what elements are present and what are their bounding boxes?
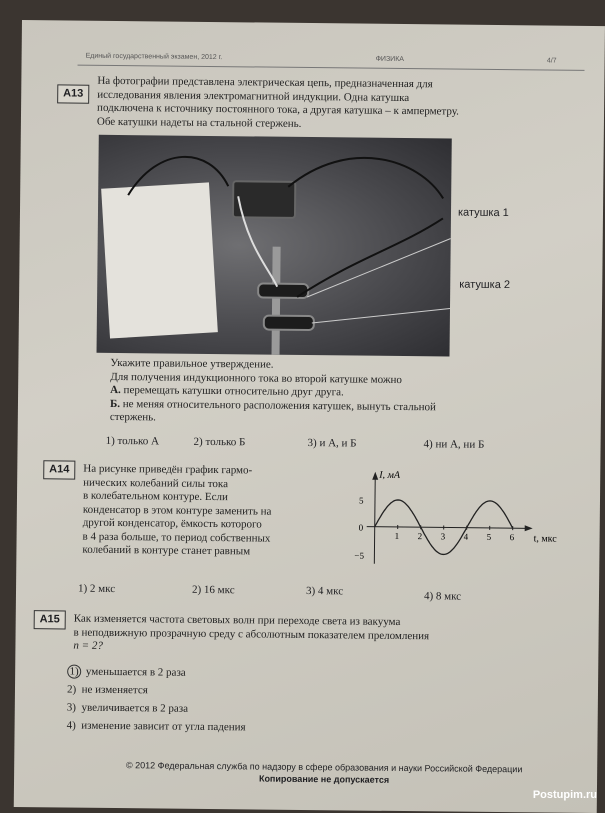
wires-drawing: [97, 135, 452, 357]
a13-prompt-line: Укажите правильное утверждение.: [110, 357, 570, 375]
a15-option-num: 3): [67, 702, 76, 714]
y-tick-label: 5: [359, 496, 364, 506]
exam-page: [14, 20, 605, 813]
a14-line: На рисунке приведён график гармо-: [83, 463, 343, 479]
x-tick-label: 3: [441, 531, 446, 541]
a14-option-1[interactable]: 1) 2 мкс: [78, 583, 115, 595]
a15-question-text: [73, 613, 563, 659]
a14-option-4[interactable]: 4) 8 мкс: [424, 590, 461, 602]
x-axis: [367, 527, 527, 529]
statement-b-label: Б.: [110, 397, 120, 409]
a13-question-text: [97, 75, 568, 134]
a14-line: в 4 раза больше, то период собственных: [83, 530, 343, 546]
a15-option-text: не изменяется: [82, 684, 148, 697]
circuit-photo: [97, 135, 452, 357]
a13-line: Обе катушки надеты на стальной стержень.: [97, 115, 567, 133]
statement-a-text: перемещать катушки относительно друг друга.: [124, 384, 344, 398]
a15-option-num: 2): [67, 684, 76, 696]
page-header: [86, 53, 575, 58]
question-number-a15: А15: [34, 610, 66, 629]
question-number-a13: А13: [57, 84, 89, 103]
a14-line: в колебательном контуре. Если: [83, 490, 343, 506]
a13-options: [22, 20, 605, 26]
a13-prompt-line-2: Для получения индукционного тока во второй катушке можно: [110, 370, 570, 388]
coil-1-label: катушка 1: [458, 207, 509, 220]
copy-restriction: Копирование не допускается: [94, 771, 554, 788]
a15-line: n = 2?: [73, 640, 563, 659]
a13-prompt: [110, 357, 571, 429]
a14-option-3[interactable]: 3) 4 мкс: [306, 585, 343, 597]
a15-line: Как изменяется частота световых волн при переходе света из вакуума: [74, 613, 564, 632]
x-tick-label: 4: [464, 532, 469, 542]
a14-line: другой конденсатор, ёмкость которого: [83, 517, 343, 533]
subject-title: ФИЗИКА: [376, 56, 404, 63]
site-watermark: Postupim.ru: [533, 789, 597, 801]
a15-line: в неподвижную прозрачную среду с абсолютным показателем преломления: [74, 626, 564, 645]
a15-option-text: увеличивается в 2 раза: [81, 702, 188, 715]
a14-line: колебаний в контуре станет равным: [82, 544, 342, 560]
a15-option-text: уменьшается в 2 раза: [86, 666, 186, 679]
x-axis-arrow: [525, 525, 533, 531]
a15-option-text: изменение зависит от угла падения: [81, 720, 245, 734]
selected-answer-circle: 1): [67, 665, 81, 679]
a15-option-4[interactable]: [67, 717, 467, 739]
y-axis: [374, 478, 375, 564]
a13-line: подключена к источнику постоянного тока, а другая катушка – к амперметру.: [97, 102, 567, 120]
a13-option-2[interactable]: 2) только Б: [194, 436, 246, 449]
a13-option-3[interactable]: 3) и А, и Б: [308, 437, 357, 450]
copyright-line: © 2012 Федеральная служба по надзору в сфере образования и науки Российской Федерации: [94, 759, 554, 776]
page-number: 4/7: [547, 57, 557, 64]
header-divider: [78, 65, 585, 71]
page-footer: [94, 759, 554, 788]
a13-line: исследования явления электромагнитной индукции. Одна катушка: [97, 88, 567, 106]
x-tick-label: 1: [395, 531, 400, 541]
y-axis-label: I, мА: [378, 470, 401, 481]
a14-line: конденсатор в этом контуре заменить на: [83, 503, 343, 519]
statement-b-text-cont: стержень.: [110, 411, 570, 429]
a14-line: нических колебаний силы тока: [83, 476, 343, 492]
a15-options: [67, 663, 468, 739]
a13-option-4[interactable]: 4) ни А, ни Б: [424, 438, 485, 451]
x-axis-label: t, мкс: [534, 533, 558, 544]
statement-a-label: А.: [110, 384, 121, 396]
x-tick-label: 6: [510, 532, 515, 542]
coil-2-label: катушка 2: [459, 279, 510, 292]
a13-option-1[interactable]: 1) только А: [106, 435, 160, 448]
y-tick-label: −5: [354, 551, 364, 561]
a14-option-2[interactable]: 2) 16 мкс: [192, 584, 235, 596]
x-tick-label: 5: [487, 532, 492, 542]
y-tick-label: 0: [359, 523, 364, 533]
a15-option-num: 4): [67, 720, 76, 732]
exam-title: Единый государственный экзамен, 2012 г.: [86, 53, 223, 61]
question-number-a14: А14: [43, 460, 75, 479]
x-tick-label: 2: [418, 531, 423, 541]
a13-line: На фотографии представлена электрическая цепь, предназначенная для: [97, 75, 567, 93]
y-axis-arrow: [372, 472, 378, 480]
a14-options: [22, 20, 605, 26]
current-graph: [346, 463, 562, 575]
a14-question-text: [82, 463, 343, 560]
statement-b-text: не меняя относительного расположения катушек, вынуть стальной: [123, 398, 436, 413]
